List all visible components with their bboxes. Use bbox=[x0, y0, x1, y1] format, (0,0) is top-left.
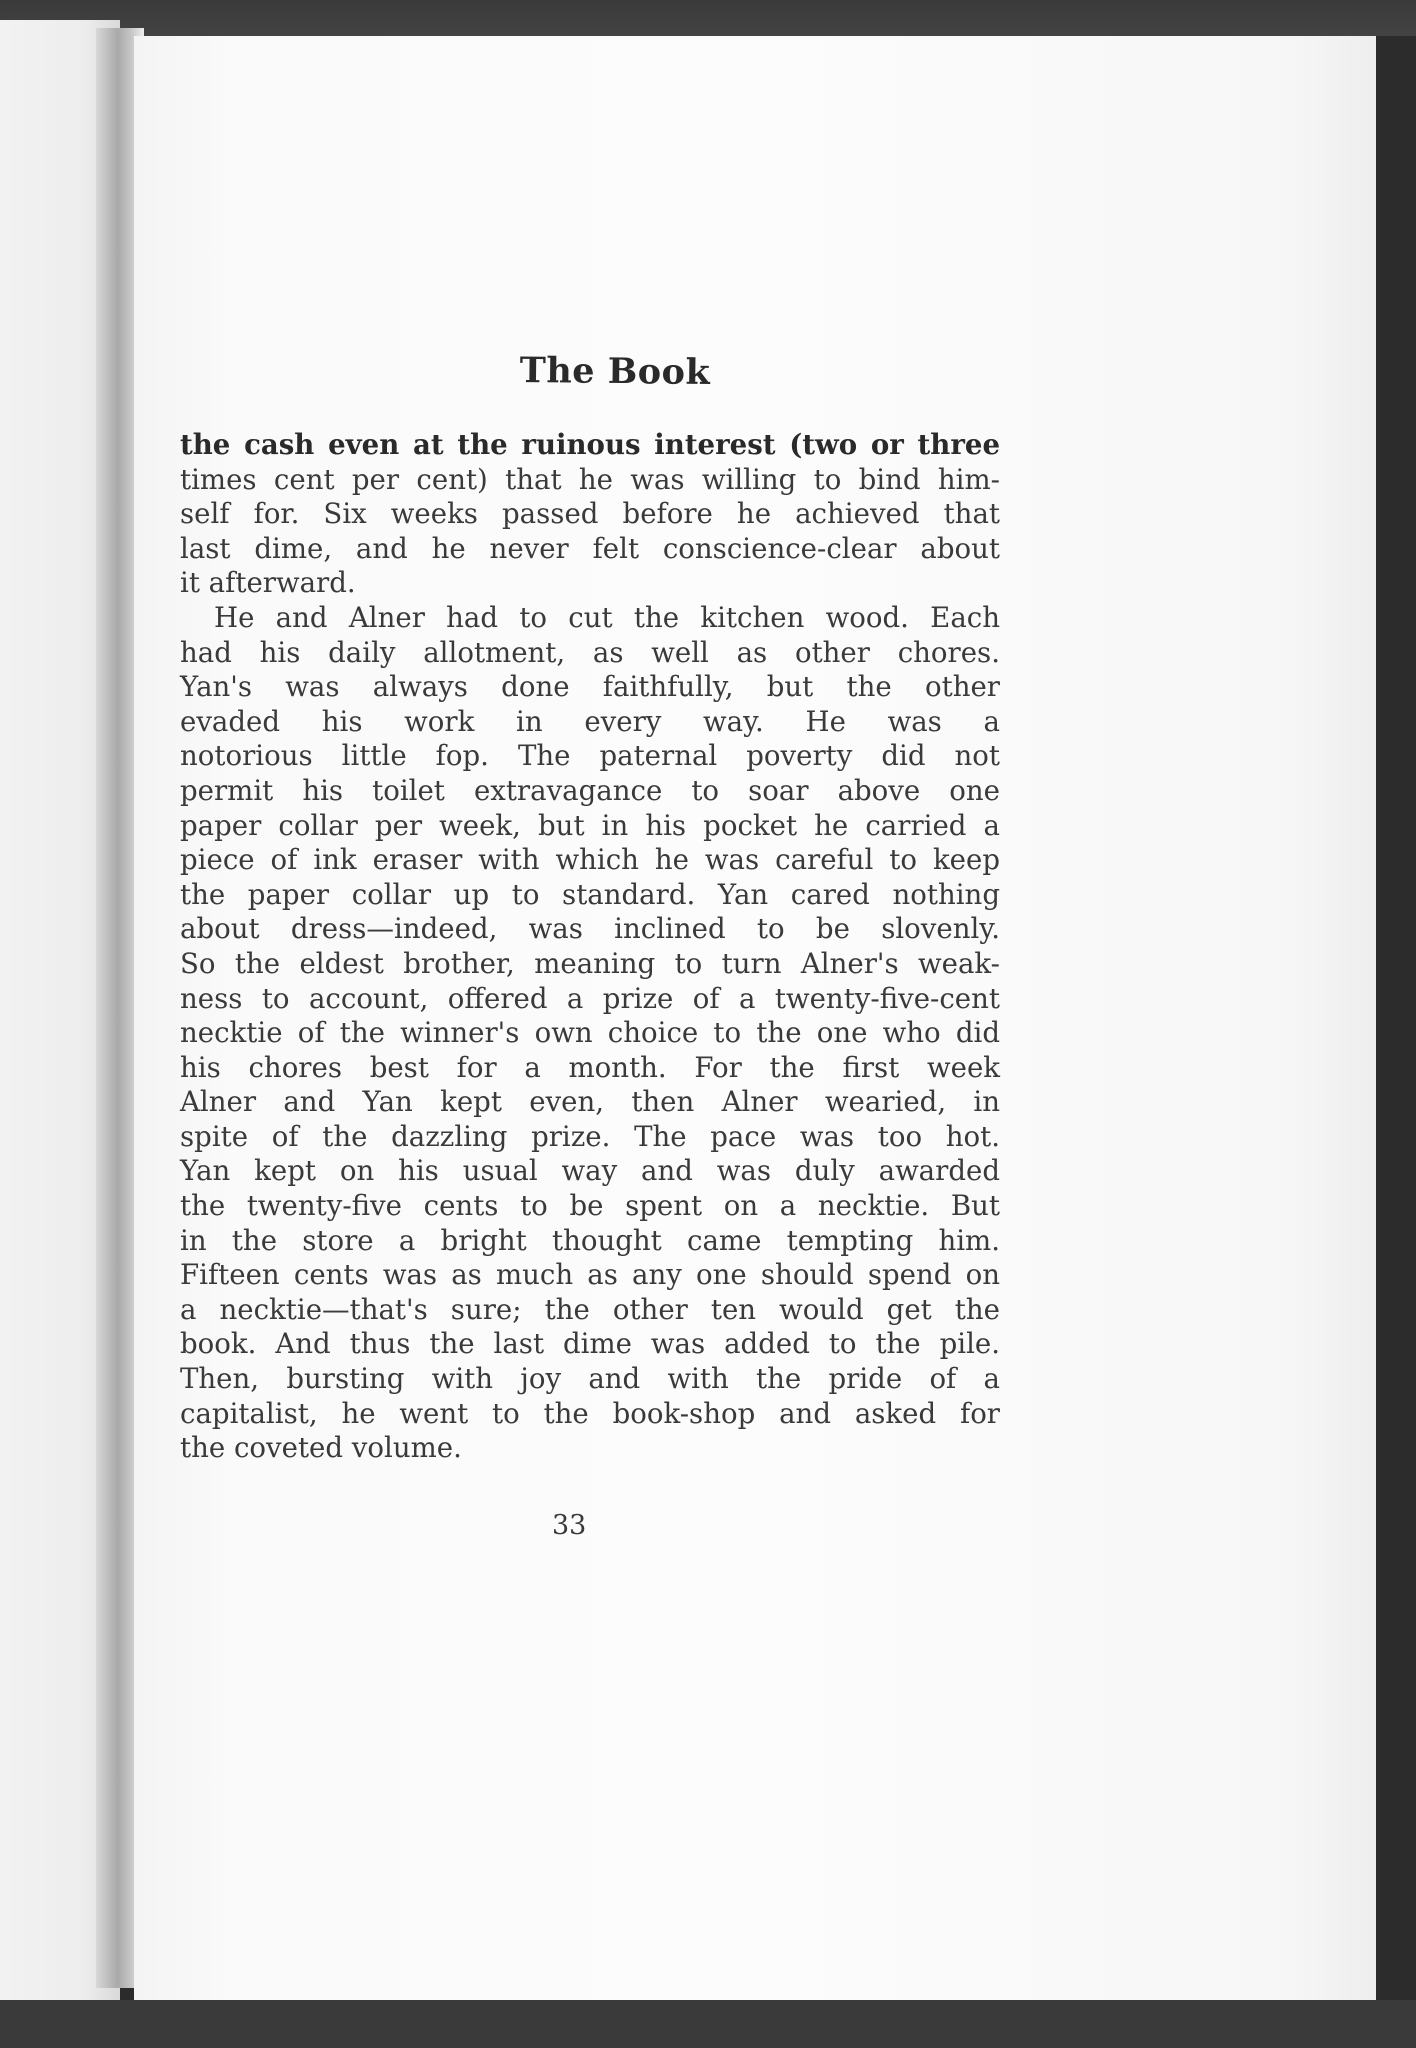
text-line: notorious little fop. The paternal poverty did not bbox=[180, 739, 1000, 773]
text-line: Yan kept on his usual way and was duly awarded bbox=[180, 1154, 1000, 1188]
text-line: in the store a bright thought came tempting him. bbox=[180, 1223, 1000, 1257]
text-line: necktie of the winner's own choice to the one who did bbox=[180, 1016, 1000, 1050]
text-line: capitalist, he went to the book-shop and asked for bbox=[180, 1396, 1000, 1430]
text-line: paper collar per week, but in his pocket he carried a bbox=[180, 808, 1000, 842]
text-line: times cent per cent) that he was willing to bind him- bbox=[180, 462, 1000, 496]
text-line: ness to account, offered a prize of a twenty-five-cent bbox=[180, 981, 1000, 1015]
text-line: about dress—indeed, was inclined to be slovenly. bbox=[180, 912, 1000, 946]
text-line: evaded his work in every way. He was a bbox=[180, 704, 1000, 738]
text-line: the paper collar up to standard. Yan cared nothing bbox=[180, 877, 1000, 911]
text-line: Yan's was always done faithfully, but the other bbox=[180, 670, 1000, 704]
text-line: piece of ink eraser with which he was careful to keep bbox=[180, 843, 1000, 877]
text-line: his chores best for a month. For the first week bbox=[180, 1050, 1000, 1084]
text-line: self for. Six weeks passed before he achieved that bbox=[180, 497, 1000, 531]
text-line: it afterward. bbox=[180, 566, 356, 600]
text-line: Fifteen cents was as much as any one should spend on bbox=[180, 1258, 1000, 1292]
text-line: the twenty-five cents to be spent on a necktie. But bbox=[180, 1189, 1000, 1223]
text-line: Then, bursting with joy and with the pride of a bbox=[180, 1362, 1000, 1396]
text-line: the coveted volume. bbox=[180, 1431, 462, 1465]
body-text bbox=[180, 428, 1000, 1466]
scan-background-right bbox=[1376, 36, 1416, 2048]
text-line: had his daily allotment, as well as other chores. bbox=[180, 635, 1000, 669]
text-line: last dime, and he never felt conscience-clear about bbox=[180, 531, 1000, 565]
running-head: The Book bbox=[519, 350, 711, 393]
text-line: permit his toilet extravagance to soar above one bbox=[180, 773, 1000, 807]
scan-background-bottom bbox=[0, 2000, 1416, 2048]
text-line: So the eldest brother, meaning to turn Alner's weak- bbox=[180, 946, 1000, 980]
page-number: 33 bbox=[552, 1510, 587, 1541]
text-line: Alner and Yan kept even, then Alner wearied, in bbox=[180, 1085, 1000, 1119]
text-line: He and Alner had to cut the kitchen wood. Each bbox=[214, 600, 1000, 634]
text-line: book. And thus the last dime was added to the pile. bbox=[180, 1327, 1000, 1361]
text-line: a necktie—that's sure; the other ten would get the bbox=[180, 1292, 1000, 1326]
text-line: the cash even at the ruinous interest (two or three bbox=[180, 428, 1000, 461]
text-line: spite of the dazzling prize. The pace was too hot. bbox=[180, 1119, 1000, 1153]
